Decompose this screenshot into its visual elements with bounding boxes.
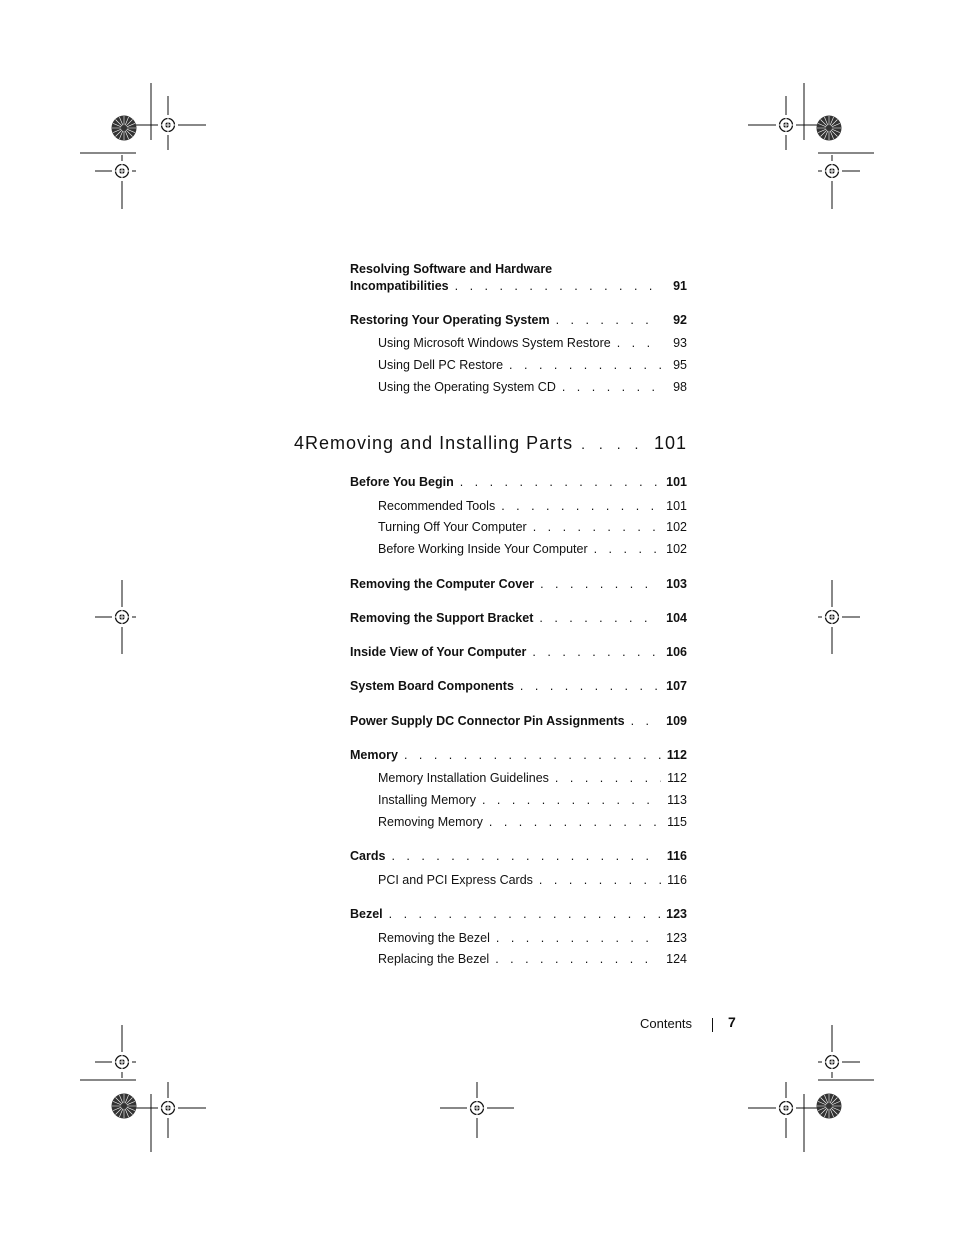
footer-page-number: 7 — [728, 1014, 736, 1030]
entry-title: Removing the Computer Cover — [350, 577, 535, 591]
entry-title: Cards — [350, 849, 386, 863]
page-number: 113 — [667, 793, 687, 807]
toc-entry-bezel[interactable] — [350, 906, 687, 922]
dot-leader — [489, 814, 661, 830]
toc-entry-resolving[interactable] — [350, 278, 687, 294]
entry-title: Restoring Your Operating System — [350, 313, 550, 327]
dot-leader — [501, 498, 660, 514]
page-number: 106 — [666, 645, 687, 659]
dot-leader — [482, 792, 661, 808]
dot-leader — [594, 541, 661, 557]
page-number: 98 — [673, 380, 687, 394]
toc-entry-inside-view[interactable] — [350, 644, 687, 660]
dot-leader — [539, 610, 660, 626]
chapter-heading[interactable] — [294, 433, 687, 454]
toc-subentry-pci-cards[interactable] — [378, 872, 687, 888]
page-number: 93 — [673, 336, 687, 350]
page-number: 102 — [666, 542, 687, 556]
entry-title: Removing Memory — [378, 815, 483, 829]
toc-entry-power[interactable] — [350, 713, 687, 729]
entry-title: Using Microsoft Windows System Restore — [378, 336, 611, 350]
page-number: 116 — [667, 873, 687, 887]
entry-title: Memory Installation Guidelines — [378, 771, 549, 785]
toc-subentry-os-cd[interactable] — [378, 379, 687, 395]
dot-leader — [556, 312, 661, 328]
entry-title: Using Dell PC Restore — [378, 358, 504, 372]
page-number: 103 — [666, 577, 687, 591]
page-number: 102 — [666, 520, 687, 534]
dot-leader — [455, 278, 661, 294]
dot-leader — [391, 848, 660, 864]
toc-subentry-removing-memory[interactable] — [378, 814, 687, 830]
dot-leader — [562, 379, 661, 395]
dot-leader — [460, 474, 660, 490]
entry-title: Memory — [350, 748, 398, 762]
dot-leader — [631, 713, 661, 729]
toc-entry-before-you-begin[interactable] — [350, 474, 687, 490]
page-number: 116 — [666, 849, 687, 863]
chapter-page-number: 101 — [653, 433, 687, 453]
page-number: 104 — [666, 611, 687, 625]
chapter-title: Removing and Installing Parts — [305, 433, 574, 453]
dot-leader — [404, 747, 661, 763]
dot-leader — [555, 770, 661, 786]
toc-entry-bracket[interactable] — [350, 610, 687, 626]
dot-leader — [520, 678, 660, 694]
entry-title: Using the Operating System CD — [378, 380, 556, 394]
dot-leader — [533, 519, 660, 535]
entry-title: System Board Components — [350, 679, 514, 693]
page-number: 115 — [667, 815, 687, 829]
toc-entry-restoring[interactable] — [350, 312, 687, 328]
entry-title: Inside View of Your Computer — [350, 645, 527, 659]
entry-title: Before You Begin — [350, 475, 454, 489]
toc-subentry-installing-memory[interactable] — [378, 792, 687, 808]
entry-title: Recommended Tools — [378, 499, 496, 513]
toc-entry-resolving-line1: Resolving Software and Hardware — [350, 262, 553, 276]
page-number: 123 — [666, 931, 687, 945]
dot-leader — [539, 872, 661, 888]
toc-entry-cover[interactable] — [350, 576, 687, 592]
toc-entry-memory[interactable] — [350, 747, 687, 763]
page-number: 112 — [667, 771, 687, 785]
entry-title: Replacing the Bezel — [378, 952, 490, 966]
dot-leader — [617, 335, 661, 351]
dot-leader — [540, 576, 660, 592]
toc-subentry-system-restore[interactable] — [378, 335, 687, 351]
toc-subentry-turning-off[interactable] — [378, 519, 687, 535]
entry-title: Removing the Support Bracket — [350, 611, 534, 625]
page-number: 101 — [666, 475, 687, 489]
dot-leader — [532, 644, 660, 660]
toc-subentry-before-working[interactable] — [378, 541, 687, 557]
page-number: 107 — [666, 679, 687, 693]
toc-subentry-memory-guidelines[interactable] — [378, 770, 687, 786]
entry-title: Turning Off Your Computer — [378, 520, 527, 534]
entry-title: Power Supply DC Connector Pin Assignments — [350, 714, 625, 728]
dot-leader — [389, 906, 660, 922]
page-number: 101 — [666, 499, 687, 513]
entry-title: Installing Memory — [378, 793, 476, 807]
chapter-number: 4 — [294, 433, 306, 453]
footer-divider — [712, 1018, 713, 1032]
dot-leader — [495, 951, 660, 967]
page-number: 91 — [673, 279, 687, 293]
page-number: 124 — [666, 952, 687, 966]
toc-subentry-replacing-bezel[interactable] — [378, 951, 687, 967]
entry-title: Bezel — [350, 907, 383, 921]
page-number: 112 — [666, 748, 687, 762]
entry-title: Incompatibilities — [350, 279, 449, 293]
toc-subentry-pc-restore[interactable] — [378, 357, 687, 373]
toc-subentry-removing-bezel[interactable] — [378, 930, 687, 946]
page-number: 109 — [666, 714, 687, 728]
dot-leader — [496, 930, 660, 946]
dot-leader — [581, 436, 646, 452]
footer-section-label: Contents — [640, 1016, 693, 1031]
toc-entry-board[interactable] — [350, 678, 687, 694]
dot-leader — [509, 357, 661, 373]
page-number: 123 — [666, 907, 687, 921]
entry-title: Removing the Bezel — [378, 931, 490, 945]
entry-title: PCI and PCI Express Cards — [378, 873, 533, 887]
toc-entry-cards[interactable] — [350, 848, 687, 864]
page-number: 95 — [673, 358, 687, 372]
entry-title: Before Working Inside Your Computer — [378, 542, 588, 556]
toc-subentry-tools[interactable] — [378, 498, 687, 514]
page-number: 92 — [673, 313, 687, 327]
